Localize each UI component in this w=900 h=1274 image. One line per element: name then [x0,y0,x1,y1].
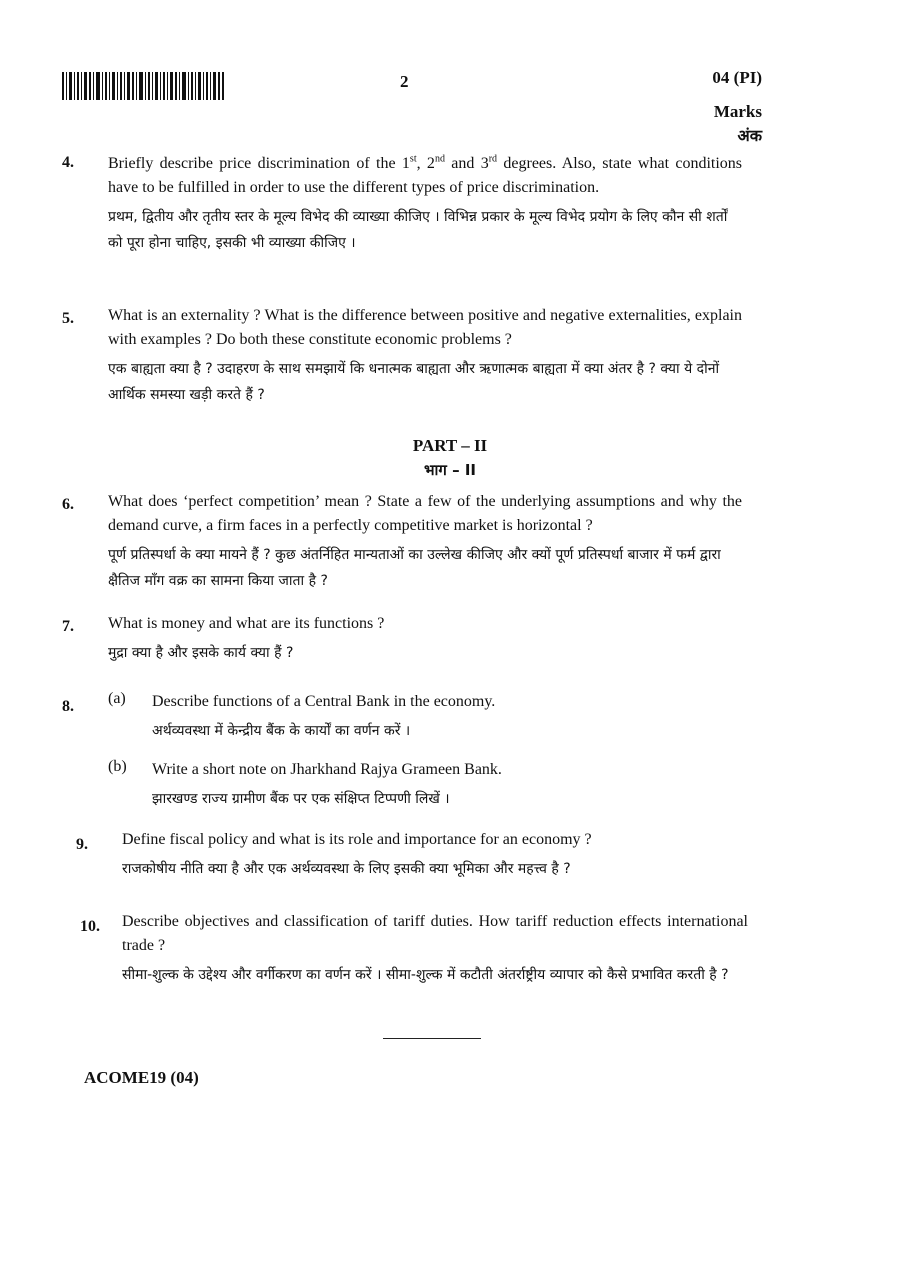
question-text-hindi: प्रथम, द्वितीय और तृतीय स्तर के मूल्य विभेद की व्याख्या कीजिए । विभिन्न प्रकार के मूल्य विभेद प्रयोग के लिए कौन सी शर्तों को पूरा होना चाहिए, इसकी भी व्याख्या कीजिए । [108,209,728,251]
question-text-hindi: झारखण्ड राज्य ग्रामीण बैंक पर एक संक्षिप्त टिप्पणी लिखें । [152,791,450,807]
sub-question-label: (a) [108,690,126,707]
question-number: 4. [62,154,74,171]
sub-question-label: (b) [108,758,127,775]
page-number: 2 [400,72,409,91]
question-8 [62,690,742,826]
question-text-hindi: सीमा-शुल्क के उद्देश्य और वर्गीकरण का वर्णन करें । सीमा-शुल्क में कटौती अंतर्राष्ट्रीय व्यापार को कैसे प्रभावित करती है ? [122,967,729,983]
question-text-hindi: राजकोषीय नीति क्या है और एक अर्थव्यवस्था के लिए इसकी क्या भूमिका और महत्त्व है ? [122,861,571,877]
question-text-hindi: मुद्रा क्या है और इसके कार्य क्या हैं ? [108,645,294,661]
question-text-hindi: एक बाह्यता क्या है ? उदाहरण के साथ समझायें कि धनात्मक बाह्यता और ऋणात्मक बाह्यता में क्या अंतर है ? क्या ये दोनों आर्थिक समस्या खड़ी करते हैं ? [108,361,720,403]
question-4 [62,152,742,256]
footer-paper-code: ACOME19 (04) [84,1068,199,1087]
question-number: 10. [80,918,100,935]
question-text-english: Describe functions of a Central Bank in the economy. [152,693,496,710]
question-5 [62,304,742,408]
part-heading: PART – II [412,436,488,455]
question-number: 6. [62,496,74,513]
sub-question-b [108,758,742,812]
question-9 [76,828,746,882]
question-number: 7. [62,618,74,635]
question-10 [80,910,748,988]
marks-heading-hindi: अंक [737,126,762,145]
question-number: 8. [62,698,74,715]
question-text-hindi: अर्थव्यवस्था में केन्द्रीय बैंक के कार्यों का वर्णन करें । [152,723,411,739]
barcode-image [62,72,224,100]
question-text-english: Define fiscal policy and what is its role and importance for an economy ? [122,831,592,848]
part-heading-hindi: भाग – II [424,461,476,479]
question-number: 5. [62,310,74,327]
sub-question-a [108,690,742,744]
question-text-hindi: पूर्ण प्रतिस्पर्धा के क्या मायने हैं ? कुछ अंतर्निहित मान्यताओं का उल्लेख कीजिए और क्यों पूर्ण प्रतिस्पर्धा बाजार में फर्म द्वारा क्षैतिज माँग वक्र का सामना किया जाता है ? [108,547,721,589]
end-divider [383,1038,481,1039]
question-7 [62,612,742,666]
question-text-english: What is money and what are its functions ? [108,615,385,632]
question-6 [62,490,742,594]
question-text-english: What does ‘perfect competition’ mean ? State a few of the underlying assumptions and why the demand curve, a firm faces in a perfectly competitive market is horizontal ? [108,493,742,534]
paper-code: 04 (PI) [712,68,762,87]
question-text-english: Describe objectives and classification of tariff duties. How tariff reduction effects international trade ? [122,913,748,954]
question-text-english: Write a short note on Jharkhand Rajya Grameen Bank. [152,761,502,778]
question-text-english: What is an externality ? What is the difference between positive and negative externalities, explain with examples ? Do both these constitute economic problems ? [108,307,742,348]
question-text-english: Briefly describe price discrimination of the 1st, 2nd and 3rd degrees. Also, state what conditions have to be fulfilled in order to use the different types of price discrimination. [108,153,743,196]
question-number: 9. [76,836,88,853]
marks-heading: Marks [713,102,762,121]
